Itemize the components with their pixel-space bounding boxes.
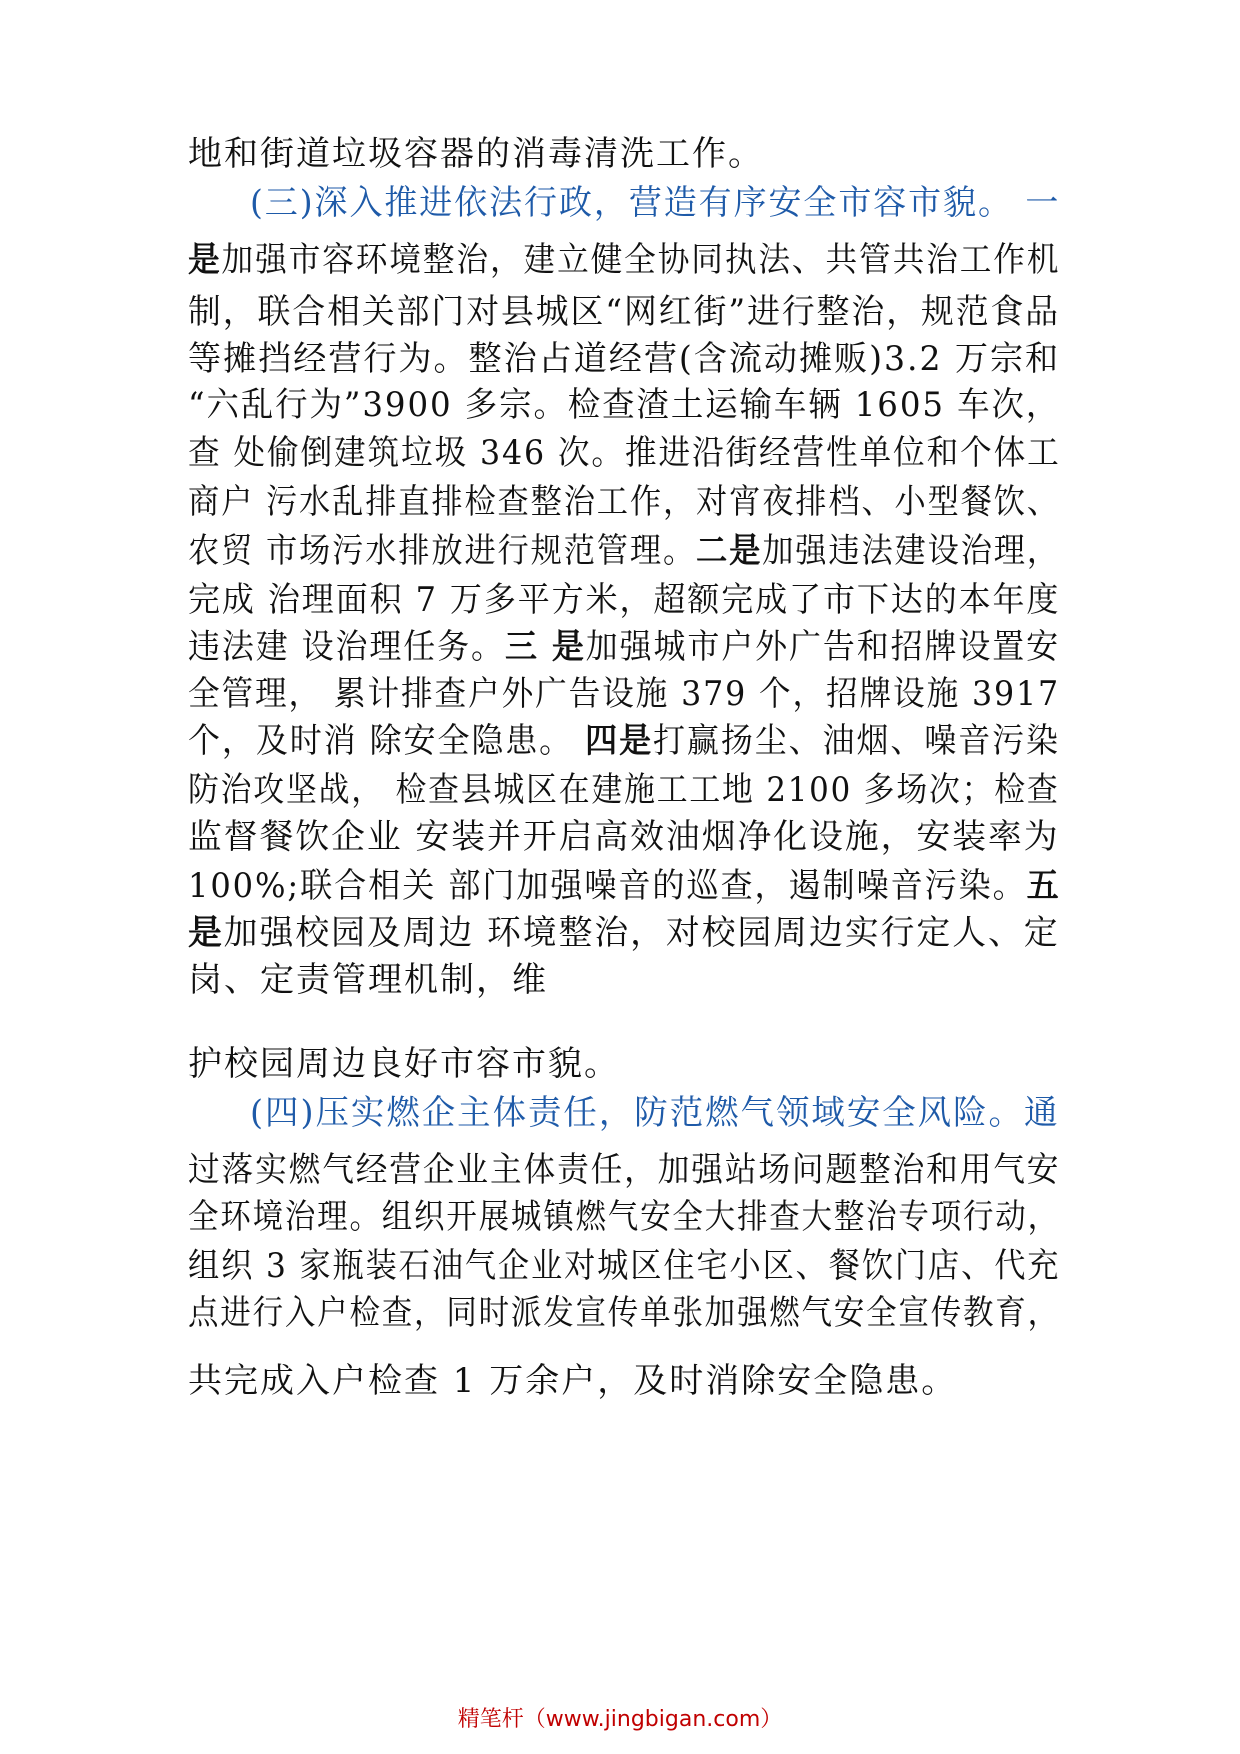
text-line	[188, 770, 1060, 810]
text-run: 个，及时消 除安全隐患。	[188, 721, 586, 761]
text-line	[188, 482, 1060, 522]
bold-marker: 是	[188, 913, 224, 953]
text-line	[188, 1150, 1060, 1190]
text-line	[188, 721, 1060, 761]
text-run: 过落实燃气经营企业主体责任，加强站场问题整治和用气安	[188, 1150, 1061, 1190]
text-line	[188, 674, 1060, 714]
text-run: 全管理， 累计排查户外广告设施 379 个，招牌设施 3917	[188, 674, 1061, 714]
text-line	[188, 240, 1060, 280]
text-line	[188, 960, 548, 1000]
text-run: 护校园周边良好市容市貌。	[188, 1044, 620, 1084]
text-line	[188, 531, 1060, 571]
section-heading-4	[250, 1093, 1059, 1133]
text-line	[188, 339, 1060, 379]
text-line	[188, 580, 1060, 620]
text-run: 加强城市户外广告和招牌设置安	[585, 627, 1060, 667]
text-run: 组织 3 家瓶装石油气企业对城区住宅小区、餐饮门店、代充	[188, 1246, 1061, 1286]
text-run: 等摊挡经营行为。整治占道经营(含流动摊贩)3.2 万宗和	[188, 339, 1061, 379]
text-run: 完成 治理面积 7 万多平方米，超额完成了市下达的本年度	[188, 580, 1061, 620]
text-run: 加强校园及周边 环境整治，对校园周边实行定人、定	[223, 913, 1060, 953]
section-heading-3	[250, 183, 1060, 223]
text-run: 农贸 市场污水排放进行规范管理。	[188, 531, 697, 571]
text-line	[188, 817, 1060, 857]
text-run: 商户 污水乱排直排检查整治工作，对宵夜排档、小型餐饮、	[188, 482, 1060, 522]
text-run: 防治攻坚战， 检查县城区在建施工工地 2100 多场次；检查	[188, 770, 1060, 810]
text-line	[188, 433, 1061, 473]
bold-marker: 五	[1026, 866, 1061, 906]
text-run: 查 处偷倒建筑垃圾 346 次。推进沿街经营性单位和个体工	[188, 433, 1061, 473]
text-run: 100%;联合相关 部门加强噪音的巡查，遏制噪音污染。	[188, 866, 1027, 906]
bold-marker: 是	[188, 240, 222, 280]
bold-marker: 二是	[696, 531, 763, 571]
heading-text: (三)深入推进依法行政，营造有序安全市容市貌。 一	[250, 183, 1061, 223]
footer-text: 精笔杆（www.jingbigan.com）	[457, 1707, 783, 1732]
text-run: 点进行入户检查，同时派发宣传单张加强燃气安全宣传教育，	[188, 1293, 1060, 1333]
text-line	[188, 385, 1060, 425]
text-run: 打赢扬尘、油烟、噪音污染	[652, 721, 1060, 761]
bold-marker: 三 是	[504, 627, 586, 667]
text-line	[188, 913, 1060, 953]
text-line	[188, 1197, 1060, 1237]
text-run: 共完成入户检查 1 万余户，及时消除安全隐患。	[188, 1361, 958, 1401]
text-run: 加强市容环境整治，建立健全协同执法、共管共治工作机	[221, 240, 1061, 280]
text-run: 岗、定责管理机制，维	[188, 960, 548, 1000]
text-run: 监督餐饮企业 安装并开启高效油烟净化设施，安装率为	[188, 817, 1060, 857]
text-line	[188, 627, 1060, 667]
text-line	[188, 1044, 620, 1084]
text-line	[188, 292, 1060, 332]
heading-text: (四)压实燃企主体责任，防范燃气领域安全风险。通	[250, 1093, 1060, 1133]
text-run: “六乱行为”3900 多宗。检查渣土运输车辆 1605 车次，	[188, 385, 1061, 425]
text-run: 违法建 设治理任务。	[188, 627, 505, 667]
text-run: 全环境治理。组织开展城镇燃气安全大排查大整治专项行动，	[188, 1197, 1060, 1237]
text-line	[188, 134, 764, 174]
text-run: 制，联合相关部门对县城区“网红街”进行整治，规范食品	[188, 292, 1061, 332]
text-line	[188, 1246, 1060, 1286]
text-line	[188, 1361, 957, 1401]
text-run: 加强违法建设治理，	[762, 531, 1060, 571]
text-run: 地和街道垃圾容器的消毒清洗工作。	[188, 134, 764, 174]
text-line	[188, 866, 1061, 906]
bold-marker: 四是	[585, 721, 653, 761]
footer-watermark	[0, 1702, 1240, 1733]
text-line	[188, 1293, 1060, 1333]
